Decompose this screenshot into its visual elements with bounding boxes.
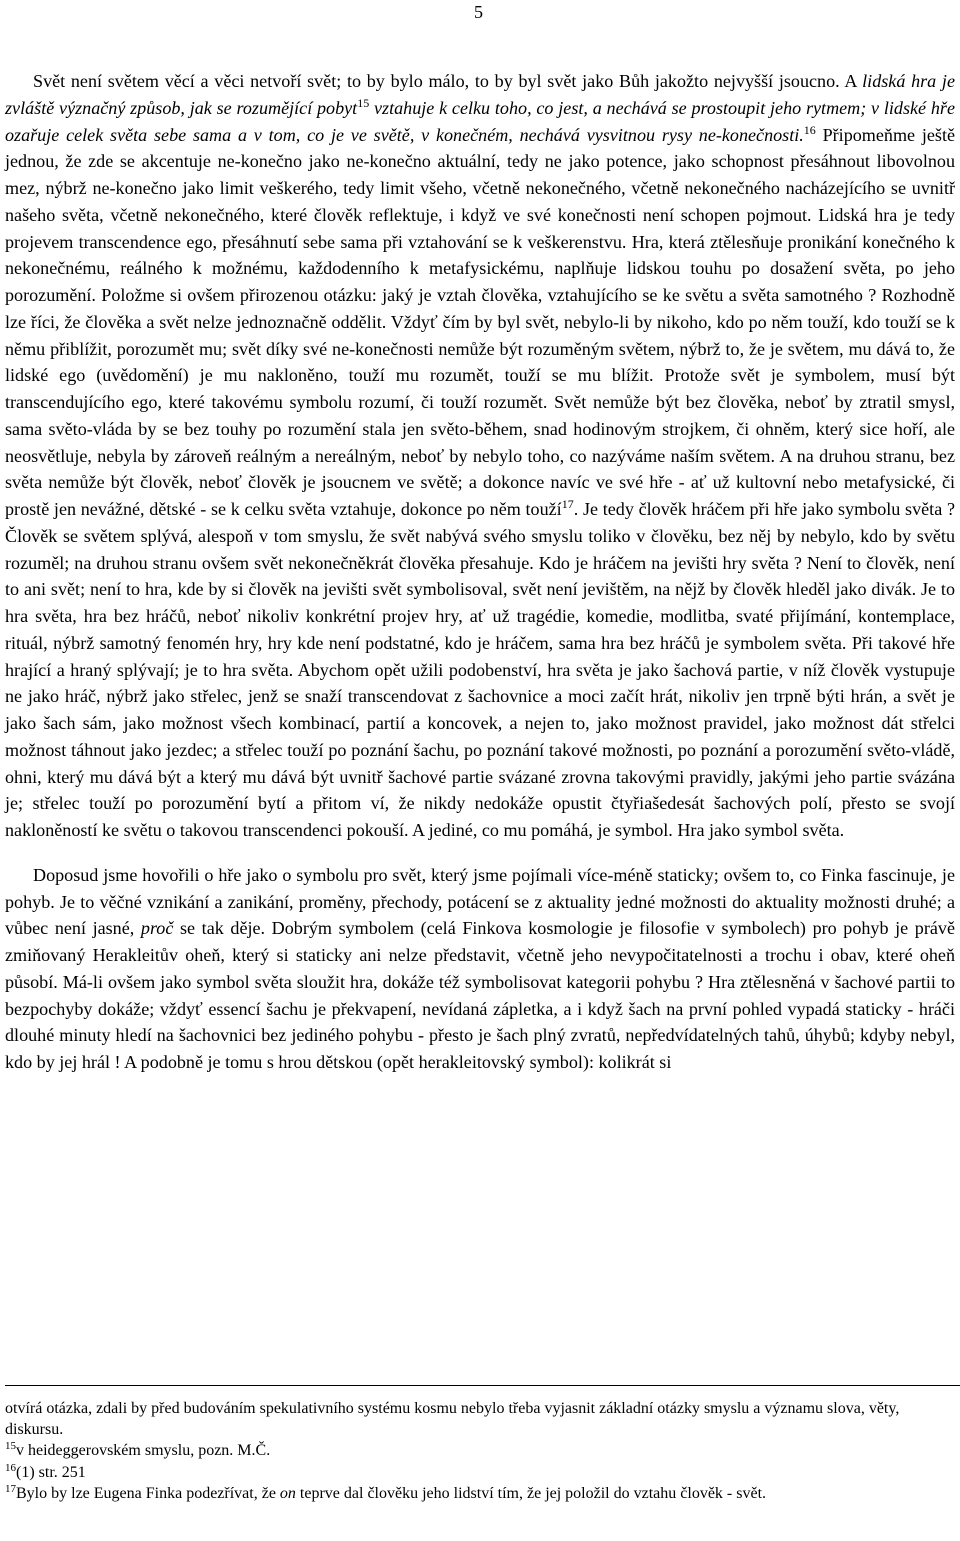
footnote-text: teprve dal člověku jeho lidství tím, že jej položil do vztahu člověk - svět.: [295, 1484, 767, 1502]
footnote-ref-16: 16: [803, 122, 816, 137]
italic-run: proč: [140, 918, 174, 939]
text-run: Doposud jsme hovořili o hře jako o symbolu pro svět, který jsme pojímali více-méně staticky; ovšem to, co Finka fascinuje, je pohyb. Je to věčné vznikání a zanikání, proměny, přechody, potácení se z aktuality jedné možnosti do aktuality možnosti druhé; a vůbec není jasné,: [5, 864, 955, 939]
footnote-mark: 17: [5, 1482, 16, 1495]
italic-run: on: [279, 1484, 296, 1502]
footnote-text: (1) str. 251: [16, 1463, 86, 1481]
footnote-ref-17: 17: [561, 497, 574, 511]
page-number: 5: [474, 2, 483, 22]
text-run: Připomeňme ještě jednou, že zde se akcentuje ne-konečno jako ne-konečno aktuální, tedy ne jako potence, jako schopnost přesáhnout libovolnou mez, nýbrž ne-konečno jako limit veškerého, tedy limit všeho, včetně nekonečného, včetně nekonečného nacházejícího se uvnitř našeho světa, včetně nekonečného, které člověk reflektuje, i když ve své konečnosti není schopen pojmout. Lidská hra je tedy projevem transcendence ego, přesáhnutí sebe sama při vztahování se k veškerenstvu. Hra, která ztělesňuje pronikání konečného k nekonečnému, reálného k možnému, každodenního k metafysickému, naplňuje lidskou touhu po dosažení světa, po jeho porozumění. Položme si ovšem přirozenou otázku: jaký je vztah člověka, vztahujícího se ke světu a světa samotného ? Rozhodně lze říci, že člověka a svět nelze jednoznačně oddělit. Vždyť čím by byl svět, nebylo-li by nikoho, kdo po něm touží, kdo touží se k němu přiblížit, porozumět mu; svět díky své ne-konečnosti nemůže být rozuměným světem, nýbrž to, že je světem, mu dává to, že lidské ego (uvědomění) je mu nakloněno, touží mu rozumět, touží se mu blížit. Protože svět je symbolem, musí být transcendujícího ego, které takovému symbolu rozumí, či touží rozumět. Svět nemůže být bez člověka, neboť by ztratil smysl, sama světo-vláda by se bez touhy po rozumění stala jen světo-během, snad hodinovým strojkem, či ohněm, který sice hoří, ale neosvětluje, nebyla by zároveň reálným a nereálným, neboť by nebylo toho, co nazýváme naším světem. A na druhou stranu, bez světa nemůže být člověk, neboť člověk je jsoucnem ve světě; a dokonce navíc ve své hře - ať už kultovní nebo metafysické, či prostě jen nevážné, dětské - se k celku světa vztahuje, dokonce po něm touží: [5, 124, 955, 519]
body-text: [5, 68, 955, 1076]
footnote-16: [5, 1462, 955, 1483]
paragraph-2: [5, 862, 955, 1076]
footnote-17: [5, 1483, 955, 1504]
text-run: Svět není světem věcí a věci netvoří svět; to by bylo málo, to by byl svět jako Bůh jakožto nejvyšší jsoucno. A: [33, 71, 863, 91]
footnote-mark: 15: [5, 1440, 16, 1453]
footnote-mark: 16: [5, 1461, 16, 1474]
footnotes: [5, 1398, 955, 1504]
footnote-text: v heideggerovském smyslu, pozn. M.Č.: [16, 1442, 271, 1460]
italic-run: lidská hra je zvláště význačný způsob, jak se rozumějící pobyt: [5, 71, 955, 118]
footnote-ref-15: 15: [357, 95, 370, 110]
text-run: . Je tedy člověk hráčem při hře jako symbolu světa ? Člověk se světem splývá, alespoň v tom smyslu, že svět nabývá svého smyslu toliko v člověku, bez něj by nebylo, kdo by světu rozuměl; na druhou stranu ovšem svět nekonečněkrát člověka přesahuje. Kdo je hráčem na jevišti hry světa ? Není to člověk, není to ani svět; není to hra, kde by si člověk na jevišti svět symbolisoval, svět není jevištěm, na nějž by člověk hleděl jako divák. Je to hra světa, hra bez hráčů, neboť nikoliv konkrétní projev hry, ať už tragédie, komedie, modlitba, svaté přijímání, kontemplace, rituál, nýbrž samotný fenomén hry, hry kde není podstatné, kdo je hráčem, sama hra bez hráčů je symbolem světa. Při takové hře hrající a hraný splývají; je to hra světa. Abychom opět užili podobenství, hra světa je jako šachová partie, v níž člověk vystupuje ne jako hráč, nýbrž jako střelec, jenž se snaží transcendovat z šachovnice a moci začít hrát, nikoliv jen trpně býti hrán, a svět je jako šach sám, jako možnost všech kombinací, partií a koncovek, a nejen to, jako možnost pravidel, jako možnost dát střelci možnost táhnout jako jezdec; a střelec touží po poznání šachu, po poznání takové možnosti, po poznání a porozumění světo-vládě, ohni, který mu dává být a který mu dává být uvnitř šachové partie svázané zrovna takovými pravidly, jakými jeho partie svázána je; střelec touží po porozumění bytí a přitom ví, že nikdy nedokáže opustit čtyřiašedesát šachových polí, přesto se svojí nakloněností ke světu o takovou transcendenci pokouší. A jediné, co mu pomáhá, je symbol. Hra jako symbol světa.: [5, 499, 955, 840]
italic-run: vztahuje k celku toho, co jest, a nechává se prostoupit jeho rytmem; v lidské hře ozařuje celek světa sebe sama a v tom, co je ve světě, v konečném, nechává vysvitnou rysy ne-konečnosti.: [5, 97, 956, 145]
footnote-15: [5, 1440, 955, 1461]
footnote-continued: otvírá otázka, zdali by před budováním spekulativního systému kosmu nebylo třeba vyjasnit základní otázky smyslu a významu slova, věty, diskursu.: [5, 1400, 900, 1439]
text-run: se tak děje. Dobrým symbolem (celá Finkova kosmologie je filosofie v symbolech) pro pohyb je právě zmiňovaný Herakleitův oheň, který si staticky ani nelze představit, včetně jeho nevypočitatelnosti a trochu i obav, které oheň působí. Má-li ovšem jako symbol světa sloužit hra, dokáže též symbolisovat kategorii pohybu ? Hra ztělesněná v šachové partii to bezpochyby dokáže; vždyť essencí šachu je překvapení, nevídaná zápletka, a i když šach na první pohled vypadá staticky - hráči dlouhé minuty hledí na šachovnici bez jediného pohybu - přesto je šach plný zvratů, nepředvídatelných tahů, úhybů; kdyby nebyl, kdo by jej hrál ! A podobně je tomu s hrou dětskou (opět herakleitovský symbol): kolikrát si: [5, 918, 955, 1072]
footnote-text: Bylo by lze Eugena Finka podezřívat, že: [16, 1484, 280, 1502]
paragraph-1: [5, 68, 955, 844]
footnote-separator: [5, 1385, 960, 1386]
